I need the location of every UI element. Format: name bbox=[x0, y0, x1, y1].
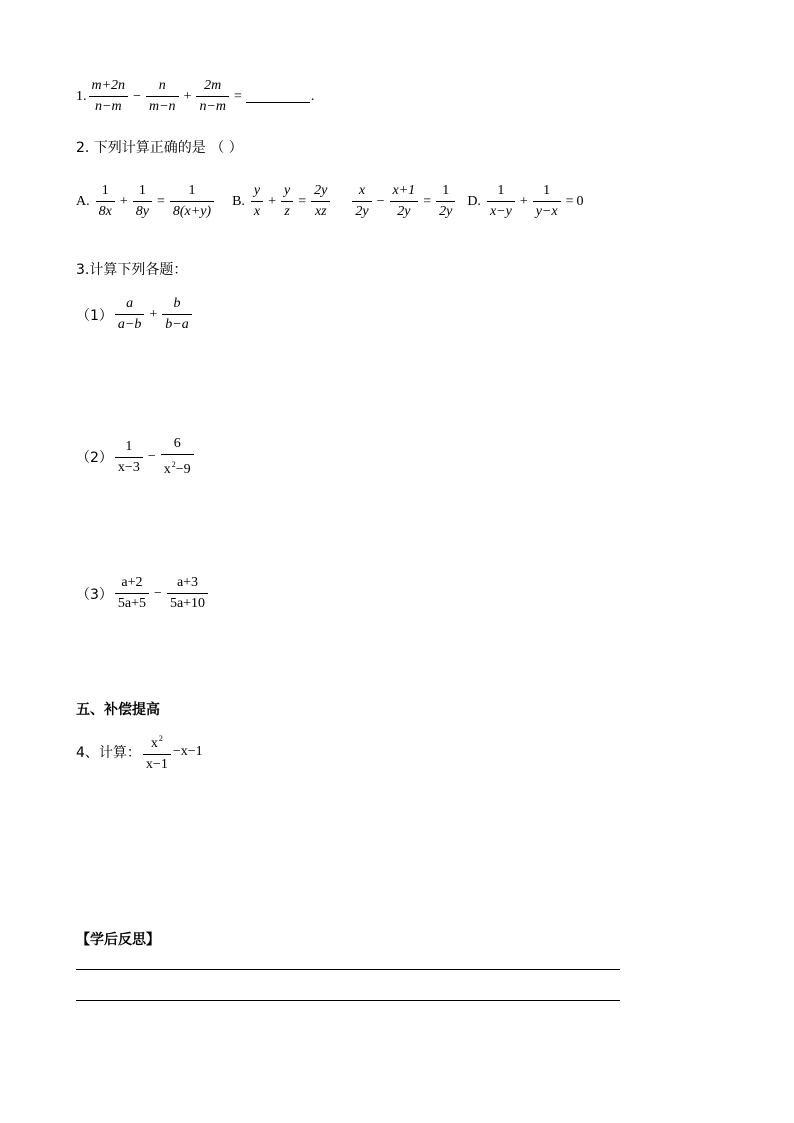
fraction: $\frac{x+1}{2y}$ bbox=[390, 183, 419, 220]
option-a: $\frac{1}{8x}$ + $\frac{1}{8y}$ = $\frac{1}{8(x+y)}$ bbox=[94, 183, 216, 220]
part-label: （3） bbox=[76, 586, 113, 603]
expression: $\frac{x^2}{x-1}$ −x−1 bbox=[141, 731, 203, 773]
fraction: $\frac{1}{x-3}$ bbox=[115, 439, 143, 476]
fraction: $\frac{x}{2y}$ bbox=[352, 183, 371, 220]
answer-blank[interactable] bbox=[246, 90, 310, 103]
fraction: $\frac{a+3}{5a+10}$ bbox=[167, 575, 208, 612]
question-number: 4、计算： bbox=[76, 745, 141, 761]
fraction: $\frac{b}{b-a}$ bbox=[162, 296, 191, 333]
fraction: $\frac{a+2}{5a+5}$ bbox=[115, 575, 149, 612]
expression: $\frac{1}{x-3}$ − $\frac{6}{x^2-9}$ bbox=[113, 436, 196, 478]
question-4 bbox=[76, 731, 203, 773]
fraction: $\frac{1}{8(x+y)}$ bbox=[170, 183, 214, 220]
question-2-options bbox=[76, 183, 584, 220]
question-3-part-1 bbox=[76, 296, 194, 333]
part-label: （2） bbox=[76, 450, 113, 466]
fraction: $\frac{2m}{n-m}$ bbox=[196, 78, 229, 115]
fraction: $\frac{1}{8x}$ bbox=[96, 183, 115, 220]
option-c: $\frac{x}{2y}$ − $\frac{x+1}{2y}$ = $\frac{1}{2y}$ bbox=[350, 183, 457, 220]
question-2-title: 2. 下列计算正确的是 （ ） bbox=[76, 140, 243, 156]
section-5-title: 五、补偿提高 bbox=[76, 702, 160, 718]
expression: $\frac{a}{a-b}$ + $\frac{b}{b-a}$ bbox=[113, 296, 194, 333]
option-a-label: A. bbox=[76, 193, 90, 209]
fraction: $\frac{m+2n}{n-m}$ bbox=[89, 78, 129, 115]
option-b: $\frac{y}{x}$ + $\frac{y}{z}$ = $\frac{2y}{xz}$ bbox=[249, 183, 332, 220]
fraction: $\frac{a}{a-b}$ bbox=[115, 296, 144, 333]
fraction: $\frac{2y}{xz}$ bbox=[311, 183, 330, 220]
option-d: $\frac{1}{x-y}$ + $\frac{1}{y-x}$ = 0 bbox=[485, 183, 584, 220]
reflection-line-1[interactable] bbox=[76, 969, 620, 970]
question-3-part-2 bbox=[76, 436, 196, 478]
fraction: $\frac{x^2}{x-1}$ bbox=[143, 731, 171, 773]
fraction: $\frac{y}{z}$ bbox=[281, 183, 293, 220]
fraction: $\frac{n}{m-n}$ bbox=[146, 78, 179, 115]
fraction: $\frac{1}{8y}$ bbox=[133, 183, 152, 220]
question-3-title: 3.计算下列各题： bbox=[76, 262, 188, 278]
fraction: $\frac{6}{x^2-9}$ bbox=[161, 436, 194, 478]
fraction: $\frac{1}{2y}$ bbox=[436, 183, 455, 220]
fraction: $\frac{1}{x-y}$ bbox=[487, 183, 515, 220]
reflection-title: 【学后反思】 bbox=[76, 932, 160, 948]
question-3-part-3 bbox=[76, 575, 210, 612]
fraction: $\frac{y}{x}$ bbox=[251, 183, 263, 220]
expression: $\frac{m+2n}{n-m}$ − $\frac{n}{m-n}$ + $\frac{2m}{n-m}$ = . bbox=[87, 78, 315, 115]
question-number: 1. bbox=[76, 88, 87, 104]
reflection-line-2[interactable] bbox=[76, 1000, 620, 1001]
option-d-label: D. bbox=[467, 193, 481, 209]
part-label: （1） bbox=[76, 307, 113, 324]
fraction: $\frac{1}{y-x}$ bbox=[533, 183, 561, 220]
question-1 bbox=[76, 78, 314, 115]
option-b-label: B. bbox=[232, 193, 245, 209]
expression: $\frac{a+2}{5a+5}$ − $\frac{a+3}{5a+10}$ bbox=[113, 575, 210, 612]
